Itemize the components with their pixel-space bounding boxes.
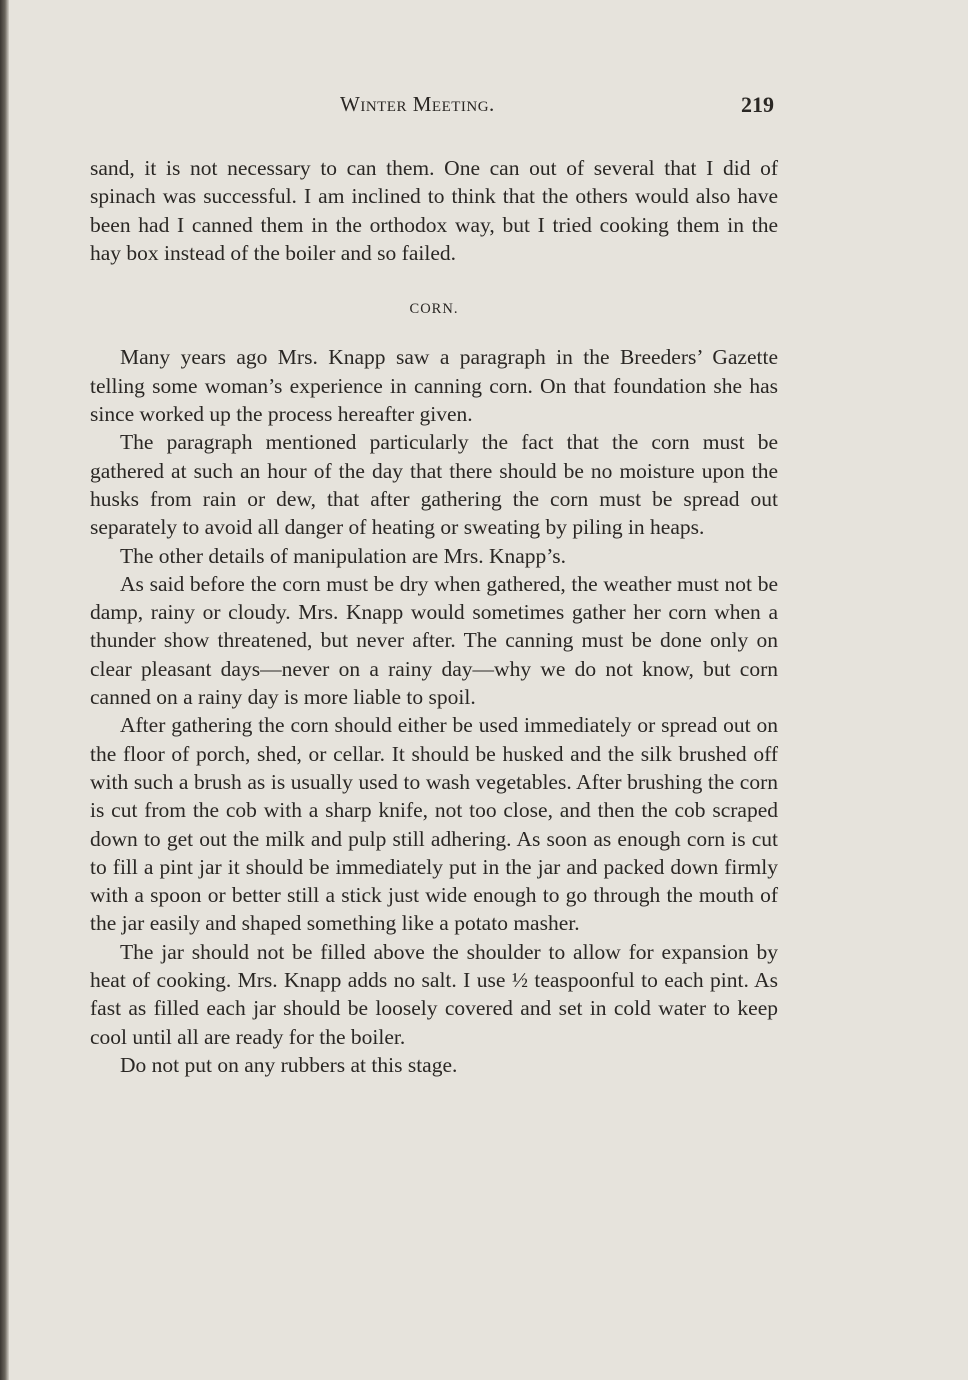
page-number: 219 [741, 92, 774, 117]
running-head [90, 92, 778, 128]
paragraph-5: After gathering the corn should either be used immediately or spread out on the floor of porch, shed, or cellar. It should be husked and the silk brushed off with such a brush as is usually used to wash vegetables. After brushing the corn is cut from the cob with a sharp knife, not too close, and then the cob scraped down to get out the milk and pulp still adhering. As soon as enough corn is cut to fill a pint jar it should be immediately put in the jar and packed down firmly with a spoon or better still a stick just wide enough to go through the mouth of the jar easily and shaped something like a potato masher. [90, 713, 778, 936]
intro-paragraph: sand, it is not necessary to can them. One can out of several that I did of spinach was successful. I am inclined to think that the others would also have been had I canned them in the orthodox way, but I tried cooking them in the hay box instead of the boiler and so failed. [90, 156, 778, 265]
paragraph-6: The jar should not be filled above the shoulder to allow for expansion by heat of cooking. Mrs. Knapp adds no salt. I use ½ teaspoonful to each pint. As fast as filled each jar should be loosely covered and set in cold water to keep cool until all are ready for the boiler. [90, 939, 778, 1049]
running-title: Winter Meeting. [340, 92, 495, 116]
paragraph-4: As said before the corn must be dry when gathered, the weather must not be damp, rainy or cloudy. Mrs. Knapp would sometimes gather her corn when a thunder show threatened, but never after. The canning must be done only on clear pleasant days—never on a rainy day—why we do not know, but corn canned on a rainy day is more liable to spoil. [90, 571, 778, 710]
section-heading: CORN. [409, 301, 459, 318]
scan-binding-edge [0, 0, 9, 1380]
paragraph-2: The paragraph mentioned particularly the fact that the corn must be gathered at such an hour of the day that there should be no moisture upon the husks from rain or dew, that after gathering the corn must be spread out separately to avoid all danger of heating or sweating by piling in heaps. [90, 430, 778, 540]
book-page [90, 92, 778, 1079]
paragraph-7: Do not put on any rubbers at this stage. [120, 1052, 458, 1077]
body-text [90, 154, 778, 1079]
paragraph-1: Many years ago Mrs. Knapp saw a paragraph in the Breeders’ Gazette telling some woman’s experience in canning corn. On that foundation she has since worked up the process hereafter given. [90, 345, 778, 427]
paragraph-3: The other details of manipulation are Mrs. Knapp’s. [120, 543, 567, 568]
